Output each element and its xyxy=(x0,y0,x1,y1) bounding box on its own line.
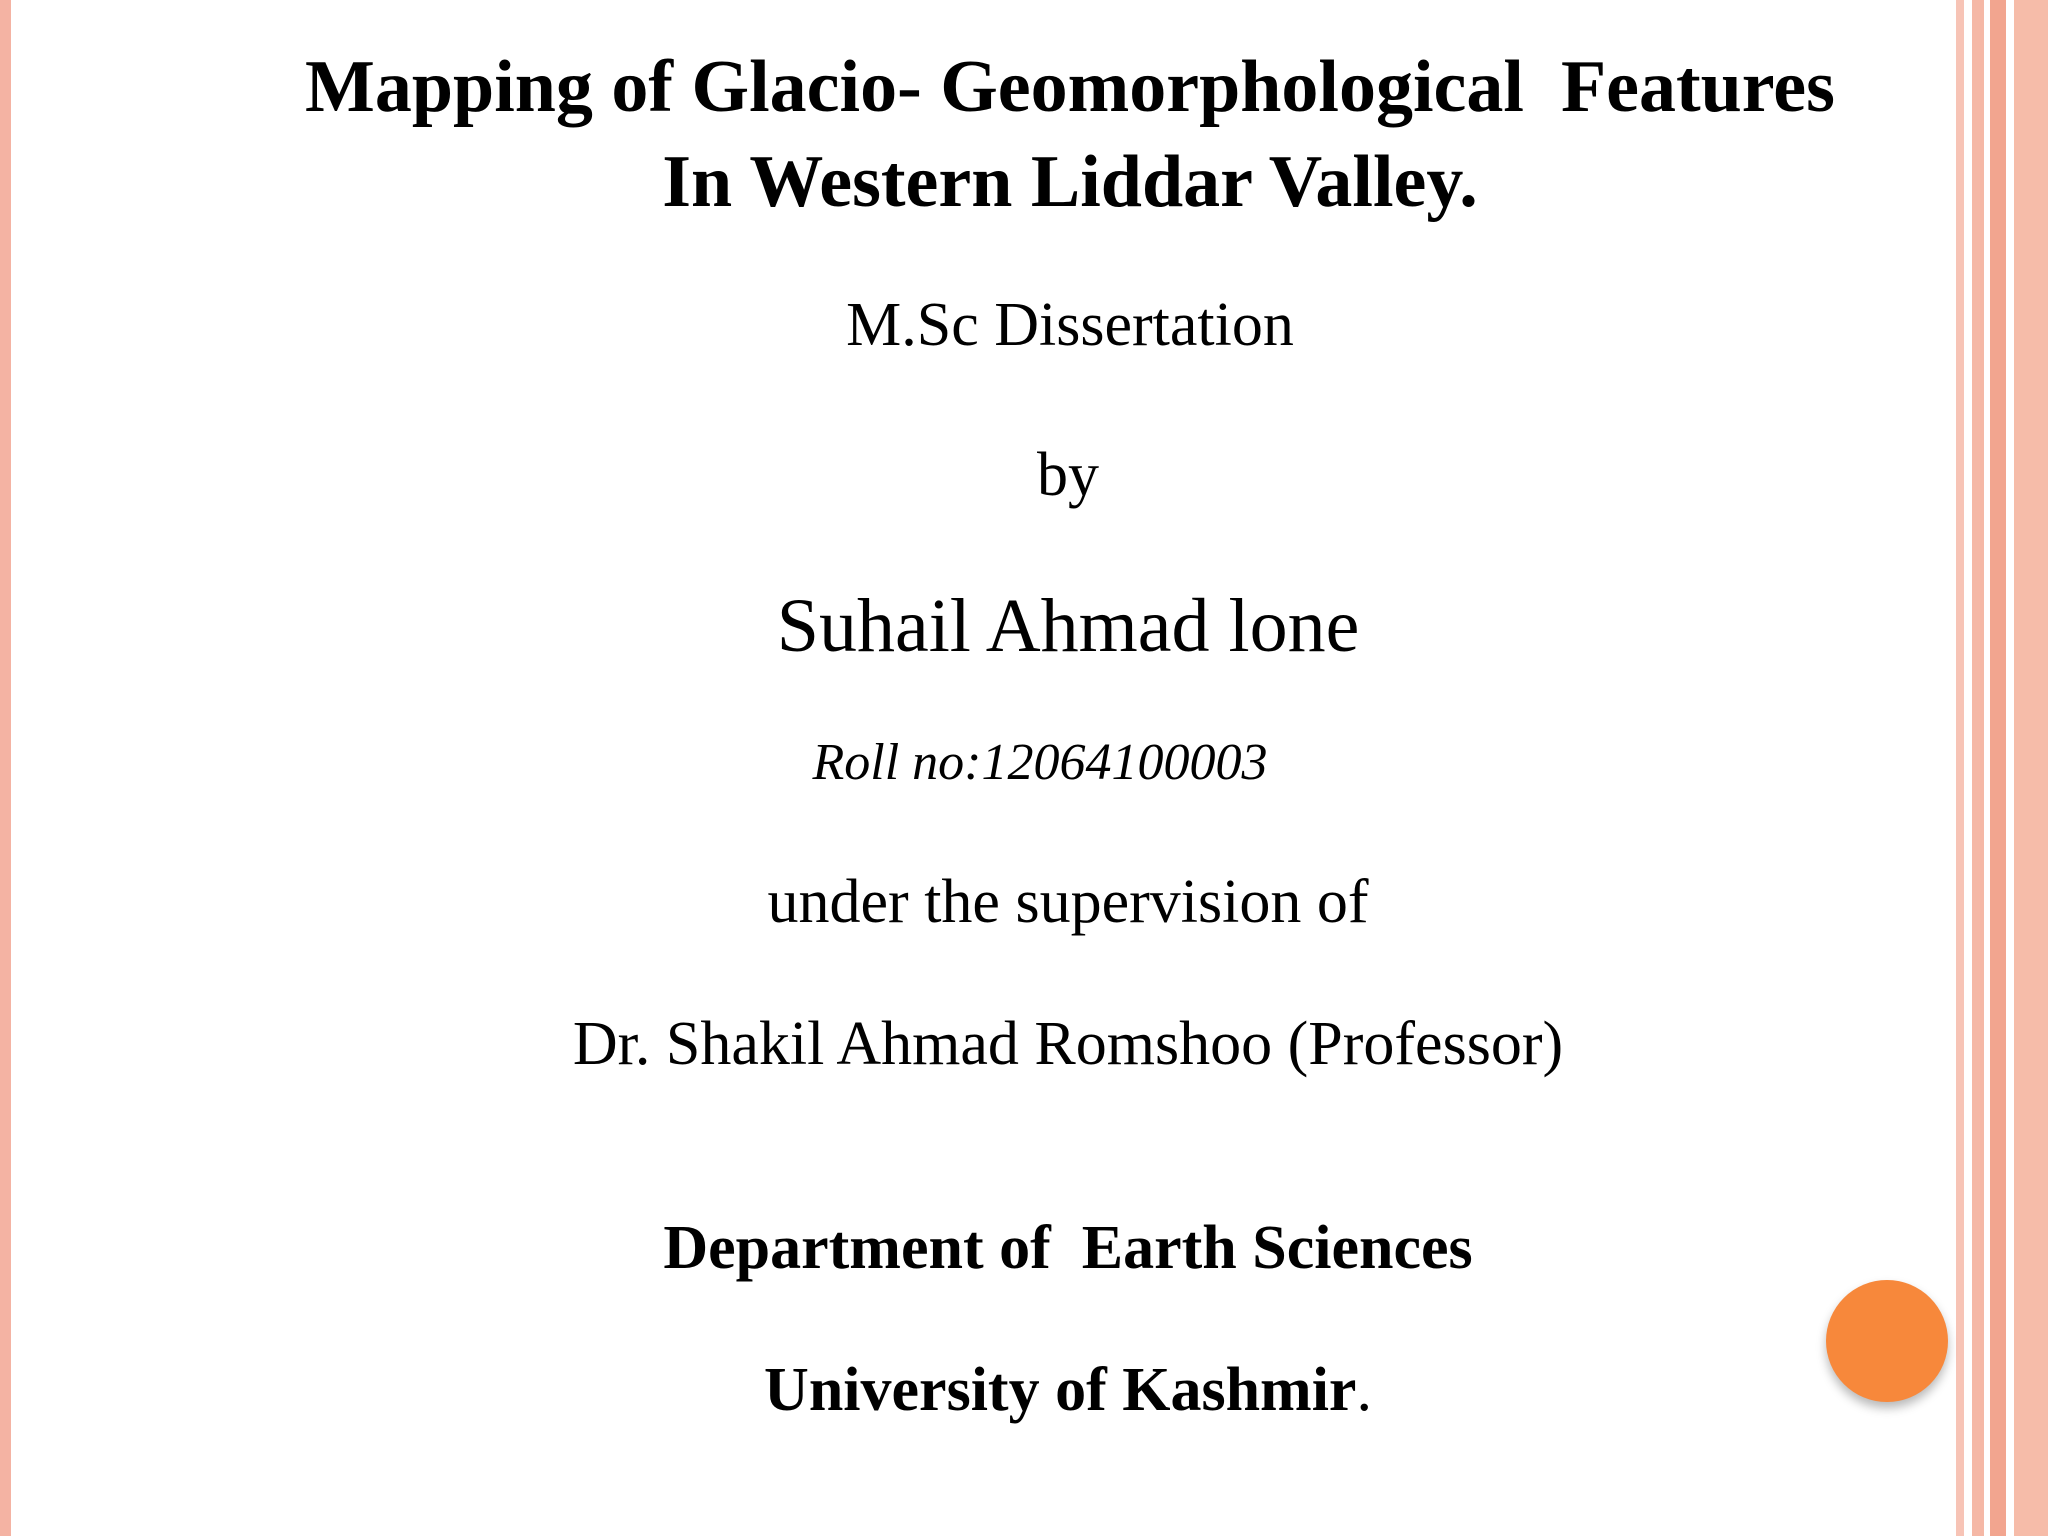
supervision-label: under the supervision of xyxy=(767,868,1369,936)
department-name: Department of Earth Sciences xyxy=(663,1214,1473,1282)
author-name: Suhail Ahmad lone xyxy=(776,584,1360,668)
supervisor-name: Dr. Shakil Ahmad Romshoo (Professor) xyxy=(572,1010,1564,1078)
orange-circle-decoration xyxy=(1826,1280,1948,1402)
slide-title xyxy=(200,40,1940,230)
university-name: University of Kashmir xyxy=(764,1356,1357,1424)
title-line-1: Mapping of Glacio- Geomorphological Features xyxy=(305,46,1835,128)
university-line xyxy=(468,1350,1668,1430)
left-border-decoration xyxy=(0,0,11,1536)
right-border-stripe xyxy=(2014,0,2048,1536)
degree-label: M.Sc Dissertation xyxy=(846,291,1294,359)
right-border-stripe xyxy=(1990,0,2006,1536)
by-label: by xyxy=(1037,441,1099,509)
right-border-stripe xyxy=(1956,0,1964,1536)
roll-number: Roll no:12064100003 xyxy=(812,734,1268,791)
right-border-stripe xyxy=(1972,0,1984,1536)
title-line-2: In Western Liddar Valley. xyxy=(662,141,1478,223)
university-period: . xyxy=(1356,1356,1372,1424)
